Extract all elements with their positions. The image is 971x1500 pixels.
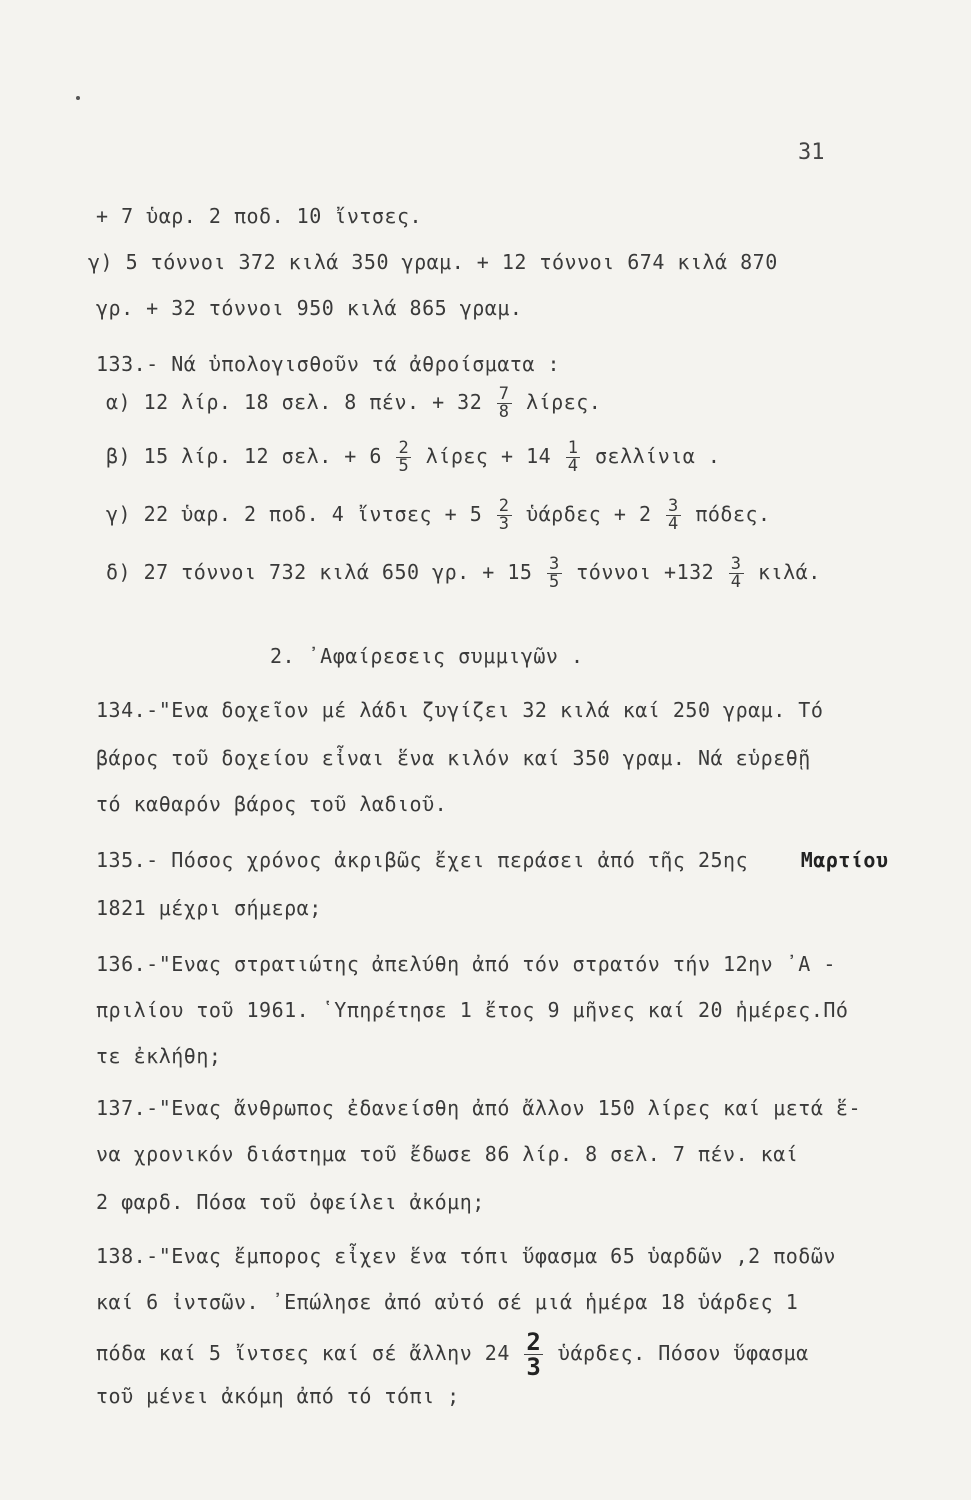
text-line: γρ. + 32 τόννοι 950 κιλά 865 γραμ. (96, 296, 523, 320)
fraction: $\frac{7}{8}$ (498, 384, 510, 422)
section-heading: 2. ᾿Αφαίρεσεις συμμιγῶν . (270, 644, 584, 668)
exercise-133-d (106, 556, 821, 591)
text-segment: λίρες. (526, 390, 602, 414)
text-segment: τόννοι +132 (576, 560, 715, 584)
exercise-136-line: τε ἐκλήθη; (96, 1044, 222, 1068)
page-number: 31 (798, 140, 825, 165)
exercise-133-c (106, 498, 771, 533)
fraction: $\frac{3}{4}$ (668, 496, 679, 534)
ink-dot (76, 96, 80, 100)
exercise-133-b (106, 440, 720, 475)
exercise-136-line: 136.-"Ενας στρατιώτης ἀπελύθη ἀπό τόν στρατόν τήν 12ην ᾿Α - (96, 952, 836, 976)
text-segment: λίρες + 14 (425, 444, 552, 468)
fraction: $\frac{3}{5}$ (548, 554, 560, 592)
exercise-135-line: 1821 μέχρι σήμερα; (96, 896, 322, 920)
fraction: $\frac{1}{4}$ (567, 438, 579, 476)
exercise-137-line: 137.-"Ενας ἄνθρωπος ἐδανείσθη ἀπό ἄλλον 150 λίρες καί μετά ἕ- (96, 1096, 862, 1120)
text-segment: πόδα καί 5 ἴντσες καί σέ ἄλλην 24 (96, 1341, 510, 1365)
text-segment: σελλίνια . (595, 444, 721, 468)
fraction: $\frac{2}{3}$ (526, 1328, 542, 1381)
text-segment: κιλά. (758, 560, 821, 584)
text-segment: 135.- Πόσος χρόνος ἀκριβῶς ἔχει περάσει ἀπό τῆς 25ης (96, 848, 749, 872)
exercise-138-line: τοῦ μένει ἀκόμη ἀπό τό τόπι ; (96, 1384, 460, 1408)
exercise-134-line: 134.-"Ενα δοχεῖον μέ λάδι ζυγίζει 32 κιλά καί 250 γραμ. Τό (96, 698, 824, 722)
text-segment: πόδες. (695, 502, 771, 526)
exercise-138-line (96, 1330, 809, 1379)
text-segment: δ) 27 τόννοι 732 κιλά 650 γρ. + 15 (106, 560, 533, 584)
exercise-134-line: βάρος τοῦ δοχείου εἶναι ἕνα κιλόν καί 350 γραμ. Νά εὑρεθῇ (96, 746, 811, 770)
fraction: $\frac{2}{5}$ (398, 438, 410, 476)
text-segment: β) 15 λίρ. 12 σελ. + 6 (106, 444, 382, 468)
fraction: $\frac{3}{4}$ (730, 554, 742, 592)
text-line: γ) 5 τόννοι 372 κιλά 350 γραμ. + 12 τόννοι 674 κιλά 870 (88, 250, 778, 274)
exercise-135-line (96, 848, 888, 872)
exercise-137-line: 2 φαρδ. Πόσα τοῦ ὀφείλει ἀκόμη; (96, 1190, 485, 1214)
exercise-133-heading: 133.- Νά ὑπολογισθοῦν τά ἀθροίσματα : (96, 352, 561, 376)
text-segment: α) 12 λίρ. 18 σελ. 8 πέν. + 32 (106, 390, 483, 414)
text-segment: ὑάρδες + 2 (526, 502, 652, 526)
exercise-133-a (106, 386, 601, 421)
exercise-137-line: να χρονικόν διάστημα τοῦ ἔδωσε 86 λίρ. 8 σελ. 7 πέν. καί (96, 1142, 799, 1166)
exercise-134-line: τό καθαρόν βάρος τοῦ λαδιοῦ. (96, 792, 448, 816)
exercise-136-line: πριλίου τοῦ 1961. ῾Υπηρέτησε 1 ἔτος 9 μῆνες καί 20 ἡμέρες.Πό (96, 998, 849, 1022)
text-line: + 7 ὑαρ. 2 ποδ. 10 ἴντσες. (96, 204, 423, 228)
text-segment: ὑάρδες. Πόσον ὕφασμα (557, 1341, 809, 1365)
fraction: $\frac{2}{3}$ (498, 496, 510, 534)
exercise-138-line: 138.-"Ενας ἔμπορος εἶχεν ἕνα τόπι ὕφασμα 65 ὑαρδῶν ,2 ποδῶν (96, 1244, 836, 1268)
text-segment-bold: Μαρτίου (800, 848, 889, 872)
text-segment: γ) 22 ὑαρ. 2 ποδ. 4 ἴντσες + 5 (106, 502, 483, 526)
exercise-138-line: καί 6 ἰντσῶν. ᾿Επώλησε ἀπό αὐτό σέ μιά ἡμέρα 18 ὑάρδες 1 (96, 1290, 799, 1314)
